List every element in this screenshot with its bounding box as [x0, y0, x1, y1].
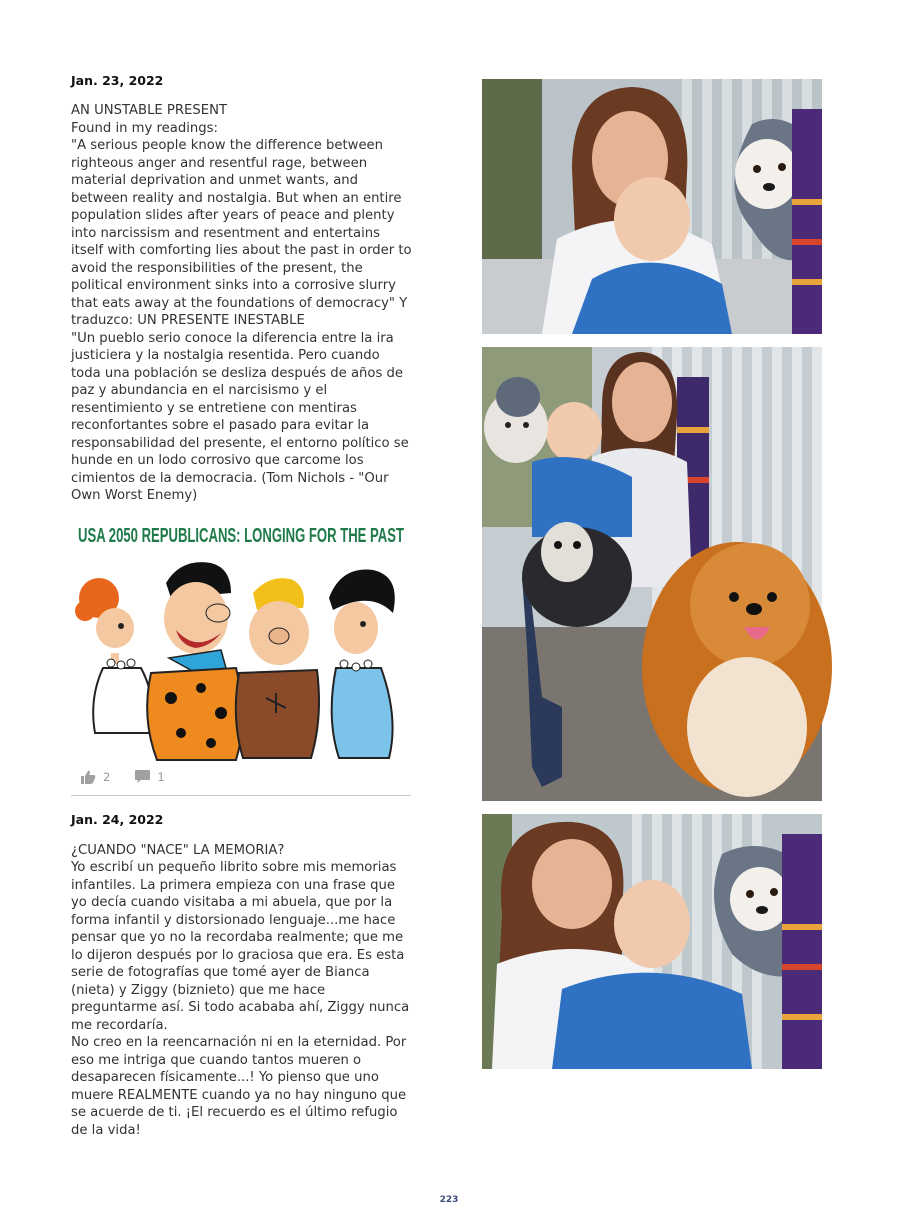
- photo-woman-baby-dog: [482, 79, 822, 334]
- divider: [71, 795, 411, 796]
- post-body: AN UNSTABLE PRESENT Found in my readings: "A serious people know the difference between righteous anger and resentful rage, between material deprivation and unmet wants, and between reality and nostalgia. But when an entire population slides after years of peace and plenty into narcissism and resentment and entertains itself with comforting lies about the past in order to avoid the responsibilities of the present, the political environment sinks into a corrosive slurry that eats away at the foundations of democracy" Y traduzco: UN PRESENTE INESTABLE "Un pueblo serio conoce la diferencia entre la ira justiciera y la nostalgia resentida. Pero cuando toda una población se desliza después de años de paz y abundancia en el narcisismo y el resentimiento y se entretiene con mentiras reconfortantes sobre el pasado para evitar la responsabilidad del presente, el entorno político se hunde en un lodo corrosivo que carcome los cimientos de la democracia. (Tom Nichols - "Our Own Worst Enemy): [71, 103, 412, 503]
- left-column: [71, 70, 413, 1139]
- post-date: Jan. 23, 2022: [71, 73, 164, 88]
- comment-icon: [135, 770, 150, 784]
- photo-woman-baby-dog-2: [482, 814, 822, 1069]
- like-count: 2: [103, 769, 111, 784]
- page-number: 223: [439, 1195, 459, 1205]
- photo-woman-baby-dogs: [482, 347, 822, 801]
- thumbs-up-icon: [81, 770, 96, 784]
- post-date: Jan. 24, 2022: [71, 811, 164, 827]
- cartoon-image: [71, 518, 411, 763]
- post-actions: [71, 763, 413, 791]
- cartoon-caption: USA 2050 REPUBLICANS: LONGING FOR THE PAST: [78, 523, 405, 547]
- comment-button[interactable]: [135, 770, 189, 784]
- like-button[interactable]: [81, 770, 135, 784]
- post-body: ¿CUANDO "NACE" LA MEMORIA? Yo escribí un pequeño librito sobre mis memorias infantiles. La primera empieza con una frase que yo decía cuando visitaba a mi abuela, que por la forma infantil y distorsionado lenguaje...me hace pensar que yo no la recordaba realmente; que me lo dijeron después por lo graciosa que era. Es esta serie de fotografías que tomé ayer de Bianca (nieta) y Ziggy (biznieto) que me hace preguntarme así. Si todo acababa ahí, Ziggy nunca me recordaría. No creo en la reencarnación ni en la eternidad. Por eso me intriga que cuando tantos mueren o desaparecen físicamente...! Yo pienso que uno muere REALMENTE cuando ya no hay ninguno que se acuerde de ti. ¡El recuerdo es el último refugio de la vida!: [71, 842, 410, 1138]
- comment-count: 1: [157, 769, 165, 784]
